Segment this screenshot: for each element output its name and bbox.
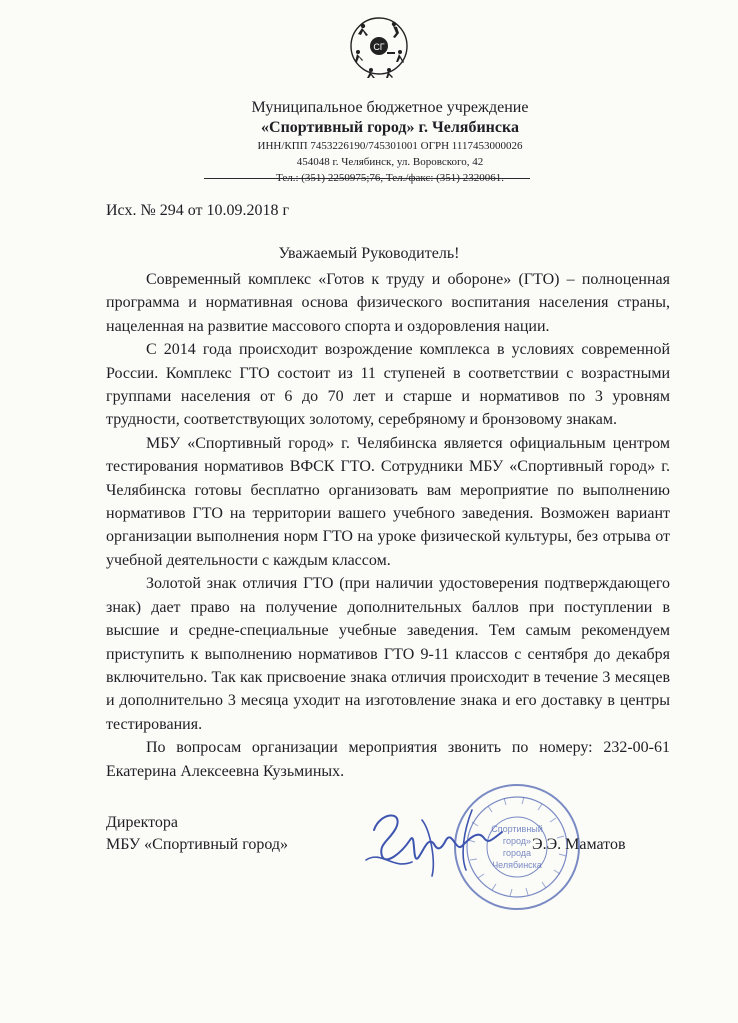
org-name: «Спортивный город» г. Челябинска xyxy=(261,119,519,136)
seal-text: город» xyxy=(502,836,532,846)
paragraph: По вопросам организации мероприятия звонить по номеру: 232-00-61 Екатерина Алексеевна Кузьминых. xyxy=(106,739,670,780)
outgoing-number: Исх. № 294 от 10.09.2018 г xyxy=(106,202,290,219)
org-registration: ИНН/КПП 7453226190/745301001 ОГРН 1117453000026 xyxy=(257,140,523,152)
signatory-organization: МБУ «Спортивный город» xyxy=(106,836,289,853)
org-phones: Тел.: (351) 2250975;76, Тел./факс: (351) 2320061. xyxy=(276,172,504,184)
signatory-title xyxy=(106,812,288,856)
seal-text: Спортивный xyxy=(491,824,543,834)
paragraph: Золотой знак отличия ГТО (при наличии удостоверения подтверждающего знак) дает право на получение дополнительных баллов при поступлении в высшие и средне-специальные учебные заведения. Тем самым рекомендуем приступить к выполнению нормативов ГТО 9-11 классов с сентября до декабря включительно. Так как присвоение знака отличия происходит в течение 3 месяцев и дополнительно 3 месяца уходит на изготовление знака и его доставку в центры тестирования. xyxy=(106,575,670,733)
letterhead xyxy=(200,98,580,186)
letter-body xyxy=(106,268,670,783)
paragraph: МБУ «Спортивный город» г. Челябинска является официальным центром тестирования нормативов ВФСК ГТО. Сотрудники МБУ «Спортивный город» г. Челябинска готовы бесплатно организовать вам мероприятие по выполнению нормативов ГТО на территории вашего учебного заведения. Возможен вариант организации выполнения норм ГТО на уроке физической культуры, без отрыва от учебной деятельности с каждым классом. xyxy=(106,434,670,569)
seal-text: города xyxy=(502,848,532,858)
paragraph: С 2014 года происходит возрождение комплекса в условиях современной России. Комплекс ГТО состоит из 11 ступеней в соответствии с возрастными группами населения от 6 до 70 лет и старше и нормативов по 3 уровням трудности, соответствующих золотому, серебряному и бронзовому знакам. xyxy=(106,341,670,429)
seal-text: Челябинска xyxy=(492,860,542,870)
signatory-name: Э.Э. Маматов xyxy=(532,836,626,853)
paragraph: Современный комплекс «Готов к труду и обороне» (ГТО) – полноценная программа и нормативная основа физического воспитания населения страны, нацеленная на развитие массового спорта и оздоровления нации. xyxy=(106,271,670,335)
org-type: Муниципальное бюджетное учреждение xyxy=(251,99,529,116)
logo-lettering: СГ xyxy=(373,42,385,52)
org-address: 454048 г. Челябинск, ул. Воровского, 42 xyxy=(296,156,484,168)
signatory-position: Директора xyxy=(106,814,179,831)
handwritten-signature xyxy=(352,800,542,890)
letterhead-divider xyxy=(204,178,530,179)
organization-logo xyxy=(349,12,409,84)
salutation: Уважаемый Руководитель! xyxy=(278,245,460,262)
